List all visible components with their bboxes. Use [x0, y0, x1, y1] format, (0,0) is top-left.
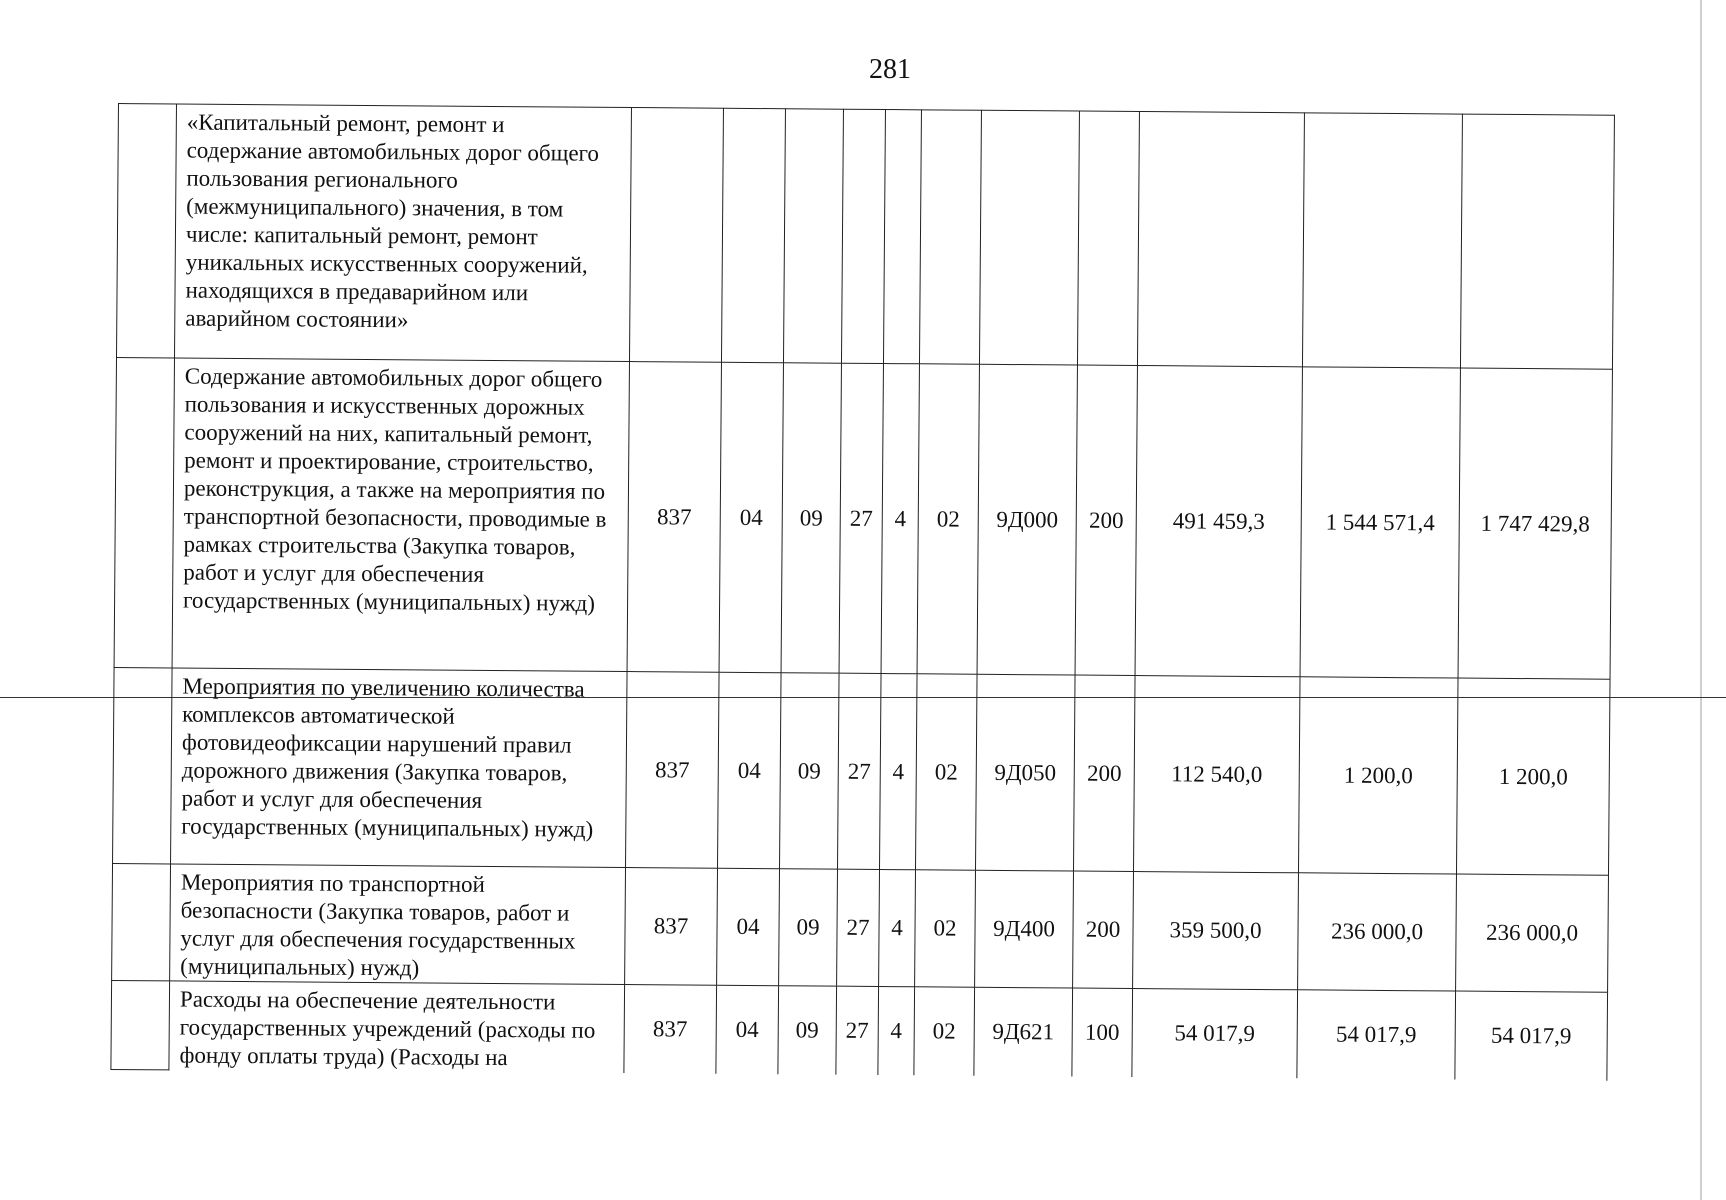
cs-subprogram-cell: 02	[917, 364, 979, 674]
sum-year3-cell: 236 000,0	[1456, 874, 1609, 992]
cs-type-cell: 4	[881, 364, 919, 674]
rz-cell: 04	[717, 868, 780, 985]
description-cell: Содержание автомобильных дорог общего пользования и искусственных дорожных сооружений на них, капитальный ремонт, ремонт и проектирование, строительство, реконструкция, а также на мероприятия по транспортной безопасности, проводимые в рамках строительства (Закупка товаров, работ и услуг для обеспечения государственных (муниципальных) нужд)	[172, 358, 629, 672]
cs-type-cell: 4	[879, 870, 916, 987]
cs-program-cell: 27	[839, 363, 883, 673]
sum-year3-cell: 1 200,0	[1456, 678, 1610, 875]
row-index-cell	[113, 667, 173, 863]
ved-cell: 837	[625, 868, 718, 986]
cs-direction-cell: 9Д621	[974, 987, 1073, 1076]
ved-cell: 837	[627, 362, 721, 673]
sum-year2-cell: 1 544 571,4	[1300, 367, 1460, 678]
rz-cell	[721, 108, 785, 362]
rz-cell: 04	[718, 672, 782, 868]
sum-year3-cell: 54 017,9	[1455, 991, 1608, 1081]
scan-edge	[1700, 0, 1702, 1200]
ved-cell	[629, 108, 723, 363]
budget-table	[110, 103, 1615, 1081]
rz-cell: 04	[719, 362, 783, 672]
cs-direction-cell: 9Д000	[977, 364, 1077, 675]
cs-subprogram-cell: 02	[916, 674, 978, 870]
vr-cell: 200	[1073, 675, 1135, 871]
table-row	[112, 863, 1609, 992]
cs-program-cell	[841, 109, 885, 363]
sum-year2-cell: 54 017,9	[1297, 990, 1456, 1080]
row-index-cell	[111, 980, 170, 1069]
pr-cell: 09	[781, 363, 841, 673]
cs-type-cell	[883, 110, 921, 364]
pr-cell: 09	[780, 673, 840, 869]
page-number: 281	[869, 54, 911, 85]
ved-cell: 837	[626, 672, 720, 869]
cs-type-cell: 4	[878, 987, 915, 1076]
vr-cell: 200	[1075, 365, 1137, 675]
table-row	[114, 357, 1612, 679]
ved-cell: 837	[624, 985, 717, 1074]
description-cell: «Капитальный ремонт, ремонт и содержание автомобильных дорог общего пользования регионального (межмуниципального) значения, в том числе: капитальный ремонт, ремонт уникальных искусственных сооружений, находящихся в предаварийном или аварийном состоянии»	[174, 104, 631, 362]
description-cell: Расходы на обеспечение деятельности государственных учреждений (расходы по фонду оплаты труда) (Расходы на	[169, 981, 625, 1073]
cs-program-cell: 27	[837, 869, 880, 986]
cs-direction-cell: 9Д400	[975, 870, 1074, 988]
vr-cell: 100	[1072, 988, 1133, 1077]
vr-cell	[1077, 111, 1139, 365]
sum-year2-cell: 1 200,0	[1298, 677, 1458, 874]
sum-year2-cell	[1302, 113, 1462, 368]
sum-year1-cell: 112 540,0	[1133, 676, 1300, 873]
description-cell: Мероприятия по транспортной безопасности (Закупка товаров, работ и услуг для обеспечения государственных (муниципальных) нужд)	[170, 864, 626, 985]
table-row	[117, 104, 1615, 370]
sum-year3-cell: 1 747 429,8	[1458, 368, 1612, 679]
rz-cell: 04	[716, 985, 779, 1074]
cs-direction-cell	[979, 110, 1079, 365]
sum-year2-cell: 236 000,0	[1298, 873, 1457, 991]
row-index-cell	[112, 863, 171, 980]
cs-subprogram-cell	[919, 110, 981, 364]
vr-cell: 200	[1073, 871, 1134, 988]
cs-program-cell: 27	[836, 986, 879, 1075]
cs-subprogram-cell: 02	[914, 987, 975, 1076]
row-index-cell	[114, 357, 174, 667]
table-row	[113, 667, 1610, 875]
row-index-cell	[117, 104, 177, 358]
table-row	[111, 980, 1608, 1080]
sum-year1-cell	[1137, 112, 1304, 367]
sum-year1-cell: 491 459,3	[1135, 366, 1302, 677]
sum-year3-cell	[1460, 114, 1614, 369]
pr-cell: 09	[779, 869, 838, 986]
pr-cell: 09	[778, 986, 837, 1075]
cs-subprogram-cell: 02	[915, 870, 976, 987]
sum-year1-cell: 54 017,9	[1132, 988, 1298, 1078]
cs-direction-cell: 9Д050	[976, 674, 1076, 871]
description-cell: Мероприятия по увеличению количества комплексов автоматической фотовидеофиксации нарушений правил дорожного движения (Закупка товаров, работ и услуг для обеспечения государственных (муниципальных) нужд)	[171, 668, 628, 868]
pr-cell	[783, 109, 843, 363]
cs-program-cell: 27	[838, 673, 882, 869]
sum-year1-cell: 359 500,0	[1133, 871, 1299, 989]
cs-type-cell: 4	[880, 674, 918, 870]
